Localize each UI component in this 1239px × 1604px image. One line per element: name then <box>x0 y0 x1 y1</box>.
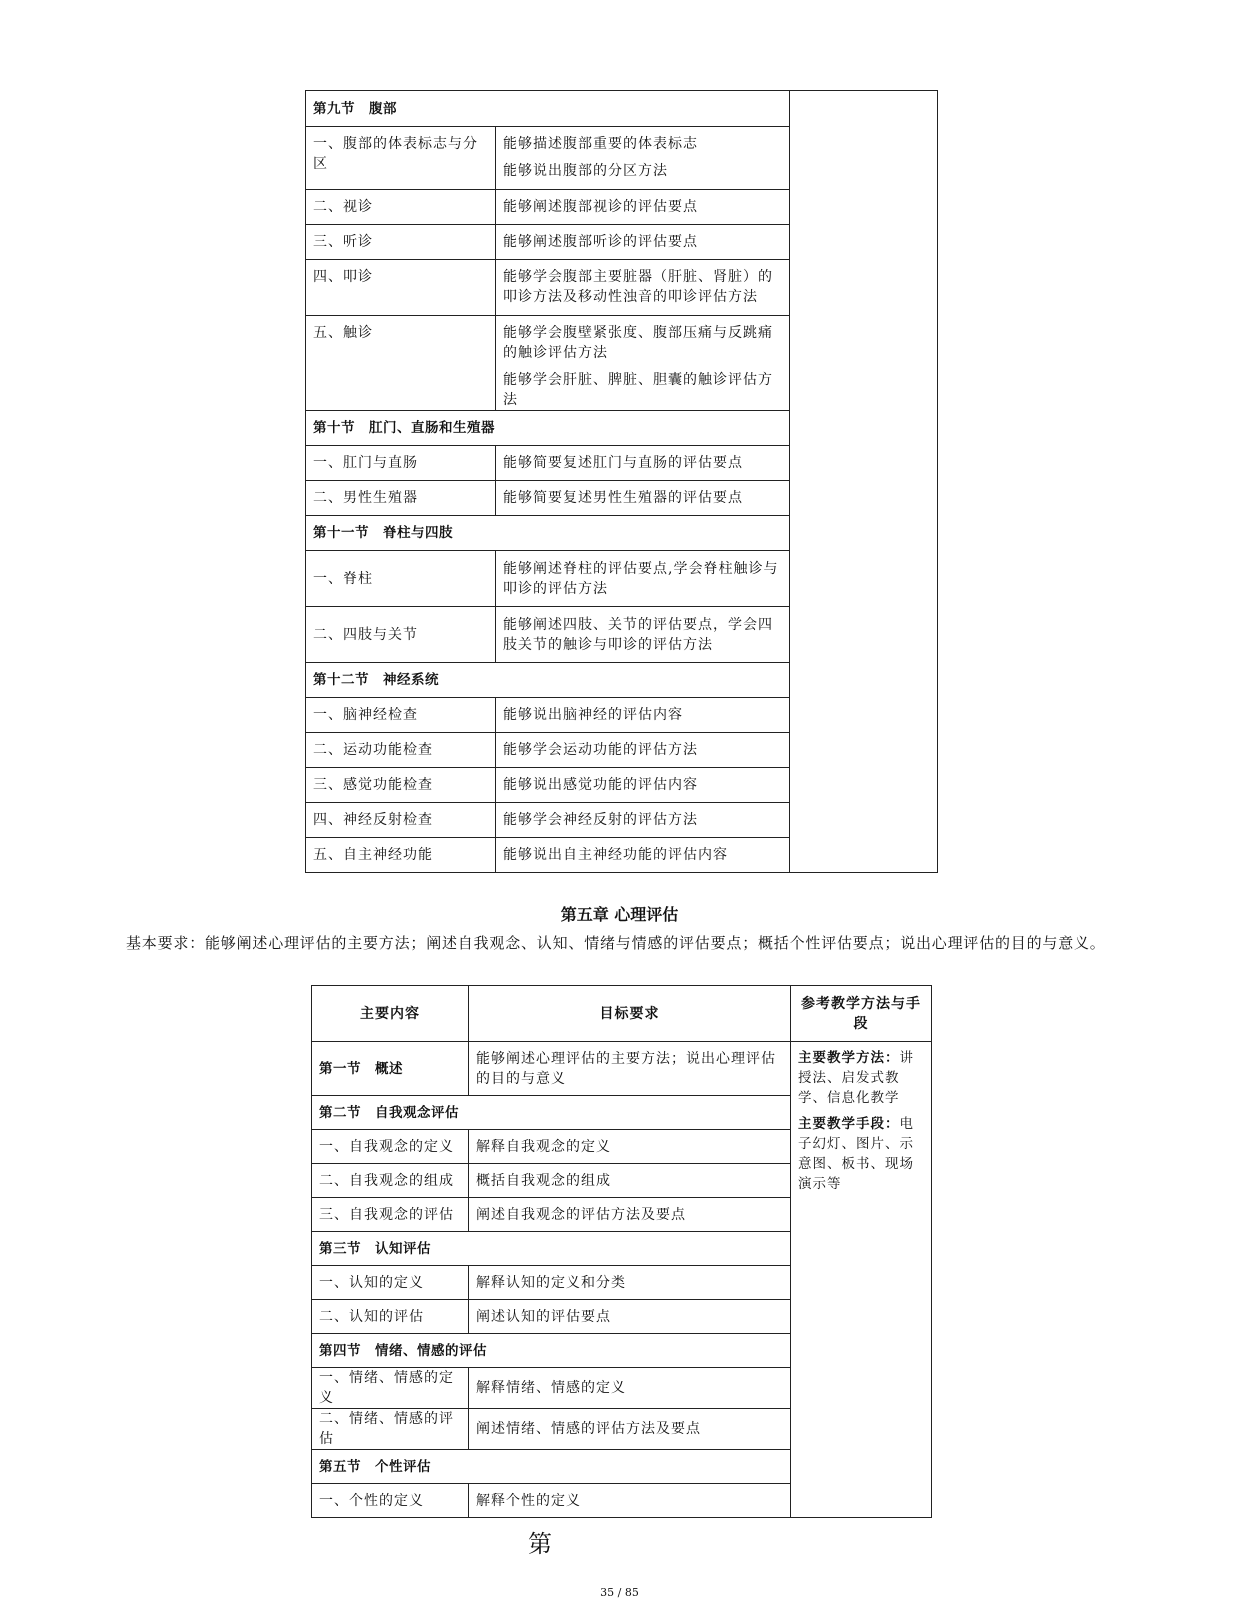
goal-cell: 解释个性的定义 <box>469 1484 791 1518</box>
topic-cell: 四、神经反射检查 <box>306 803 496 838</box>
topic-cell: 二、四肢与关节 <box>306 607 496 663</box>
header-goal: 目标要求 <box>469 986 791 1042</box>
goal-cell: 能够学会腹部主要脏器（肝脏、肾脏）的叩诊方法及移动性浊音的叩诊评估方法 <box>496 260 790 316</box>
topic-cell: 二、视诊 <box>306 190 496 225</box>
topic-cell: 三、听诊 <box>306 225 496 260</box>
goal-line: 能够学会肝脏、脾脏、胆囊的触诊评估方法 <box>503 372 773 408</box>
goal-cell: 能够阐述腹部听诊的评估要点 <box>496 225 790 260</box>
section-heading: 第十二节 神经系统 <box>306 663 790 698</box>
topic-cell: 三、感觉功能检查 <box>306 768 496 803</box>
method-text: 讲授法、启发式教学、信息化教学 <box>798 1050 914 1106</box>
topic-cell: 五、自主神经功能 <box>306 838 496 873</box>
goal-cell: 解释自我观念的定义 <box>469 1130 791 1164</box>
basic-requirement: 基本要求：能够阐述心理评估的主要方法；阐述自我观念、认知、情绪与情感的评估要点；概括个性评估要点；说出心理评估的目的与意义。 <box>126 934 1106 952</box>
header-row <box>312 986 932 1042</box>
section-heading: 第九节 腹部 <box>306 91 790 127</box>
goal-line: 能够学会腹壁紧张度、腹部压痛与反跳痛的触诊评估方法 <box>503 325 773 361</box>
topic-cell: 一、脊柱 <box>306 551 496 607</box>
syllabus-table-chapter5 <box>311 985 932 1518</box>
goal-cell: 能够阐述四肢、关节的评估要点，学会四肢关节的触诊与叩诊的评估方法 <box>496 607 790 663</box>
goal-cell: 概括自我观念的组成 <box>469 1164 791 1198</box>
topic-cell: 二、自我观念的组成 <box>312 1164 469 1198</box>
method-label: 主要教学方法： <box>798 1050 900 1066</box>
means-text: 电子幻灯、图片、示意图、板书、现场演示等 <box>798 1116 914 1192</box>
goal-cell: 解释情绪、情感的定义 <box>469 1368 791 1409</box>
goal-cell: 能够阐述心理评估的主要方法；说出心理评估的目的与意义 <box>469 1042 791 1096</box>
topic-cell: 一、脑神经检查 <box>306 698 496 733</box>
topic-cell: 一、自我观念的定义 <box>312 1130 469 1164</box>
goal-cell: 能够学会神经反射的评估方法 <box>496 803 790 838</box>
header-content: 主要内容 <box>312 986 469 1042</box>
goal-cell: 能够阐述脊柱的评估要点,学会脊柱触诊与叩诊的评估方法 <box>496 551 790 607</box>
means-block <box>798 1114 924 1194</box>
section-heading: 第十一节 脊柱与四肢 <box>306 516 790 551</box>
topic-cell: 三、自我观念的评估 <box>312 1198 469 1232</box>
section-heading: 第一节 概述 <box>312 1042 469 1096</box>
stray-heading-char: 第 <box>528 1530 552 1558</box>
section-heading: 第三节 认知评估 <box>312 1232 791 1266</box>
topic-cell: 二、认知的评估 <box>312 1300 469 1334</box>
goal-cell: 阐述自我观念的评估方法及要点 <box>469 1198 791 1232</box>
goal-cell: 阐述认知的评估要点 <box>469 1300 791 1334</box>
goal-cell: 能够简要复述肛门与直肠的评估要点 <box>496 446 790 481</box>
topic-cell: 四、叩诊 <box>306 260 496 316</box>
goal-cell: 能够说出脑神经的评估内容 <box>496 698 790 733</box>
topic-cell: 一、情绪、情感的定义 <box>312 1368 469 1409</box>
goal-cell: 能够阐述腹部视诊的评估要点 <box>496 190 790 225</box>
goal-cell: 能够简要复述男性生殖器的评估要点 <box>496 481 790 516</box>
goal-cell <box>496 316 790 411</box>
section-heading: 第二节 自我观念评估 <box>312 1096 791 1130</box>
topic-cell: 二、男性生殖器 <box>306 481 496 516</box>
goal-cell: 解释认知的定义和分类 <box>469 1266 791 1300</box>
topic-cell: 一、认知的定义 <box>312 1266 469 1300</box>
goal-cell: 能够学会运动功能的评估方法 <box>496 733 790 768</box>
topic-cell: 五、触诊 <box>306 316 496 411</box>
header-method: 参考教学方法与手段 <box>791 986 932 1042</box>
goal-line: 能够描述腹部重要的体表标志 <box>503 136 698 152</box>
means-label: 主要教学手段： <box>798 1116 900 1132</box>
topic-cell: 二、运动功能检查 <box>306 733 496 768</box>
method-cell <box>791 1042 932 1518</box>
chapter-title: 第五章 心理评估 <box>560 905 679 924</box>
topic-cell: 二、情绪、情感的评估 <box>312 1409 469 1450</box>
syllabus-table-chapter4-continued <box>305 90 938 873</box>
goal-cell <box>496 127 790 190</box>
goal-cell: 能够说出自主神经功能的评估内容 <box>496 838 790 873</box>
page-number: 35 / 85 <box>600 1586 639 1599</box>
topic-cell: 一、腹部的体表标志与分区 <box>306 127 496 190</box>
topic-cell: 一、个性的定义 <box>312 1484 469 1518</box>
section-heading: 第十节 肛门、直肠和生殖器 <box>306 411 790 446</box>
goal-cell: 阐述情绪、情感的评估方法及要点 <box>469 1409 791 1450</box>
goal-cell: 能够说出感觉功能的评估内容 <box>496 768 790 803</box>
method-column-empty <box>790 91 938 873</box>
section-heading: 第五节 个性评估 <box>312 1450 791 1484</box>
topic-cell: 一、肛门与直肠 <box>306 446 496 481</box>
section-heading: 第四节 情绪、情感的评估 <box>312 1334 791 1368</box>
method-block <box>798 1048 924 1108</box>
goal-line: 能够说出腹部的分区方法 <box>503 163 668 179</box>
